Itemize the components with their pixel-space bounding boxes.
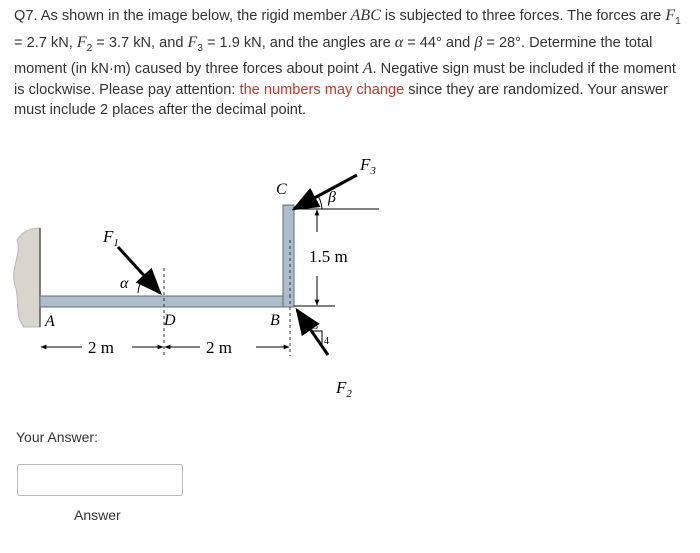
f1-subscript: 1 (675, 15, 681, 27)
question-text-part: . Negative sign must be included if the moment is clockwise. Please pay attention: (14, 61, 676, 98)
label-point-c: C (276, 181, 287, 198)
question-text-part: Q7. As shown in the image below, the rigid member (14, 8, 351, 24)
beta-angle-arc (318, 196, 322, 209)
dim-label-1-5m: 1.5 m (309, 247, 348, 266)
label-beta: β (328, 189, 336, 206)
answer-input[interactable] (17, 464, 183, 496)
beta-symbol: β (474, 33, 483, 51)
slope-label-3: 3 (313, 321, 318, 332)
f1-symbol: F (665, 7, 676, 24)
f3-symbol: F (187, 33, 198, 51)
answer-button[interactable]: Answer (74, 507, 121, 523)
label-f3: $F_3$ (360, 155, 376, 177)
slope-label-4: 4 (324, 336, 329, 347)
label-f1: $F_1$ (103, 227, 119, 249)
f3-value: = 1.9 kN, and the angles are (202, 34, 395, 51)
force-f2-arrow (297, 310, 328, 355)
question-text-part: is subjected to three forces. The forces are (380, 8, 666, 24)
label-point-b: B (270, 312, 280, 329)
question-text (14, 6, 684, 121)
f2-subscript: 2 (86, 42, 93, 54)
force-f3-arrow (294, 175, 357, 209)
question-text-part: since they are randomized. Your answer must include 2 places after the decimal point. (14, 81, 668, 119)
label-point-d: D (164, 312, 176, 329)
your-answer-label: Your Answer: (16, 429, 98, 445)
dim-label-2m-second: 2 m (206, 338, 232, 357)
wall-support (14, 228, 40, 327)
point-a-symbol: A (362, 60, 373, 77)
member-vertical-bc (283, 205, 294, 307)
alpha-symbol: α (394, 33, 404, 51)
dim-label-2m-first: 2 m (88, 338, 114, 357)
alpha-value: = 44° and (403, 34, 475, 51)
member-name: ABC (350, 7, 381, 24)
label-point-a: A (45, 313, 55, 330)
beta-value: = 28°. Determine the total moment (in kN·m) caused by three forces about point (14, 34, 653, 77)
f2-value: = 3.7 kN, and (92, 34, 188, 51)
member-horizontal-ad-b (40, 296, 294, 307)
f3-subscript: 3 (197, 42, 203, 54)
f2-symbol: F (76, 33, 87, 51)
label-f2: $F_2$ (336, 378, 352, 400)
label-alpha: α (120, 275, 129, 292)
member-joint (284, 297, 294, 307)
f1-value: = 2.7 kN, (14, 34, 77, 51)
force-diagram (0, 150, 400, 410)
randomized-warning: the numbers may change (239, 81, 405, 98)
